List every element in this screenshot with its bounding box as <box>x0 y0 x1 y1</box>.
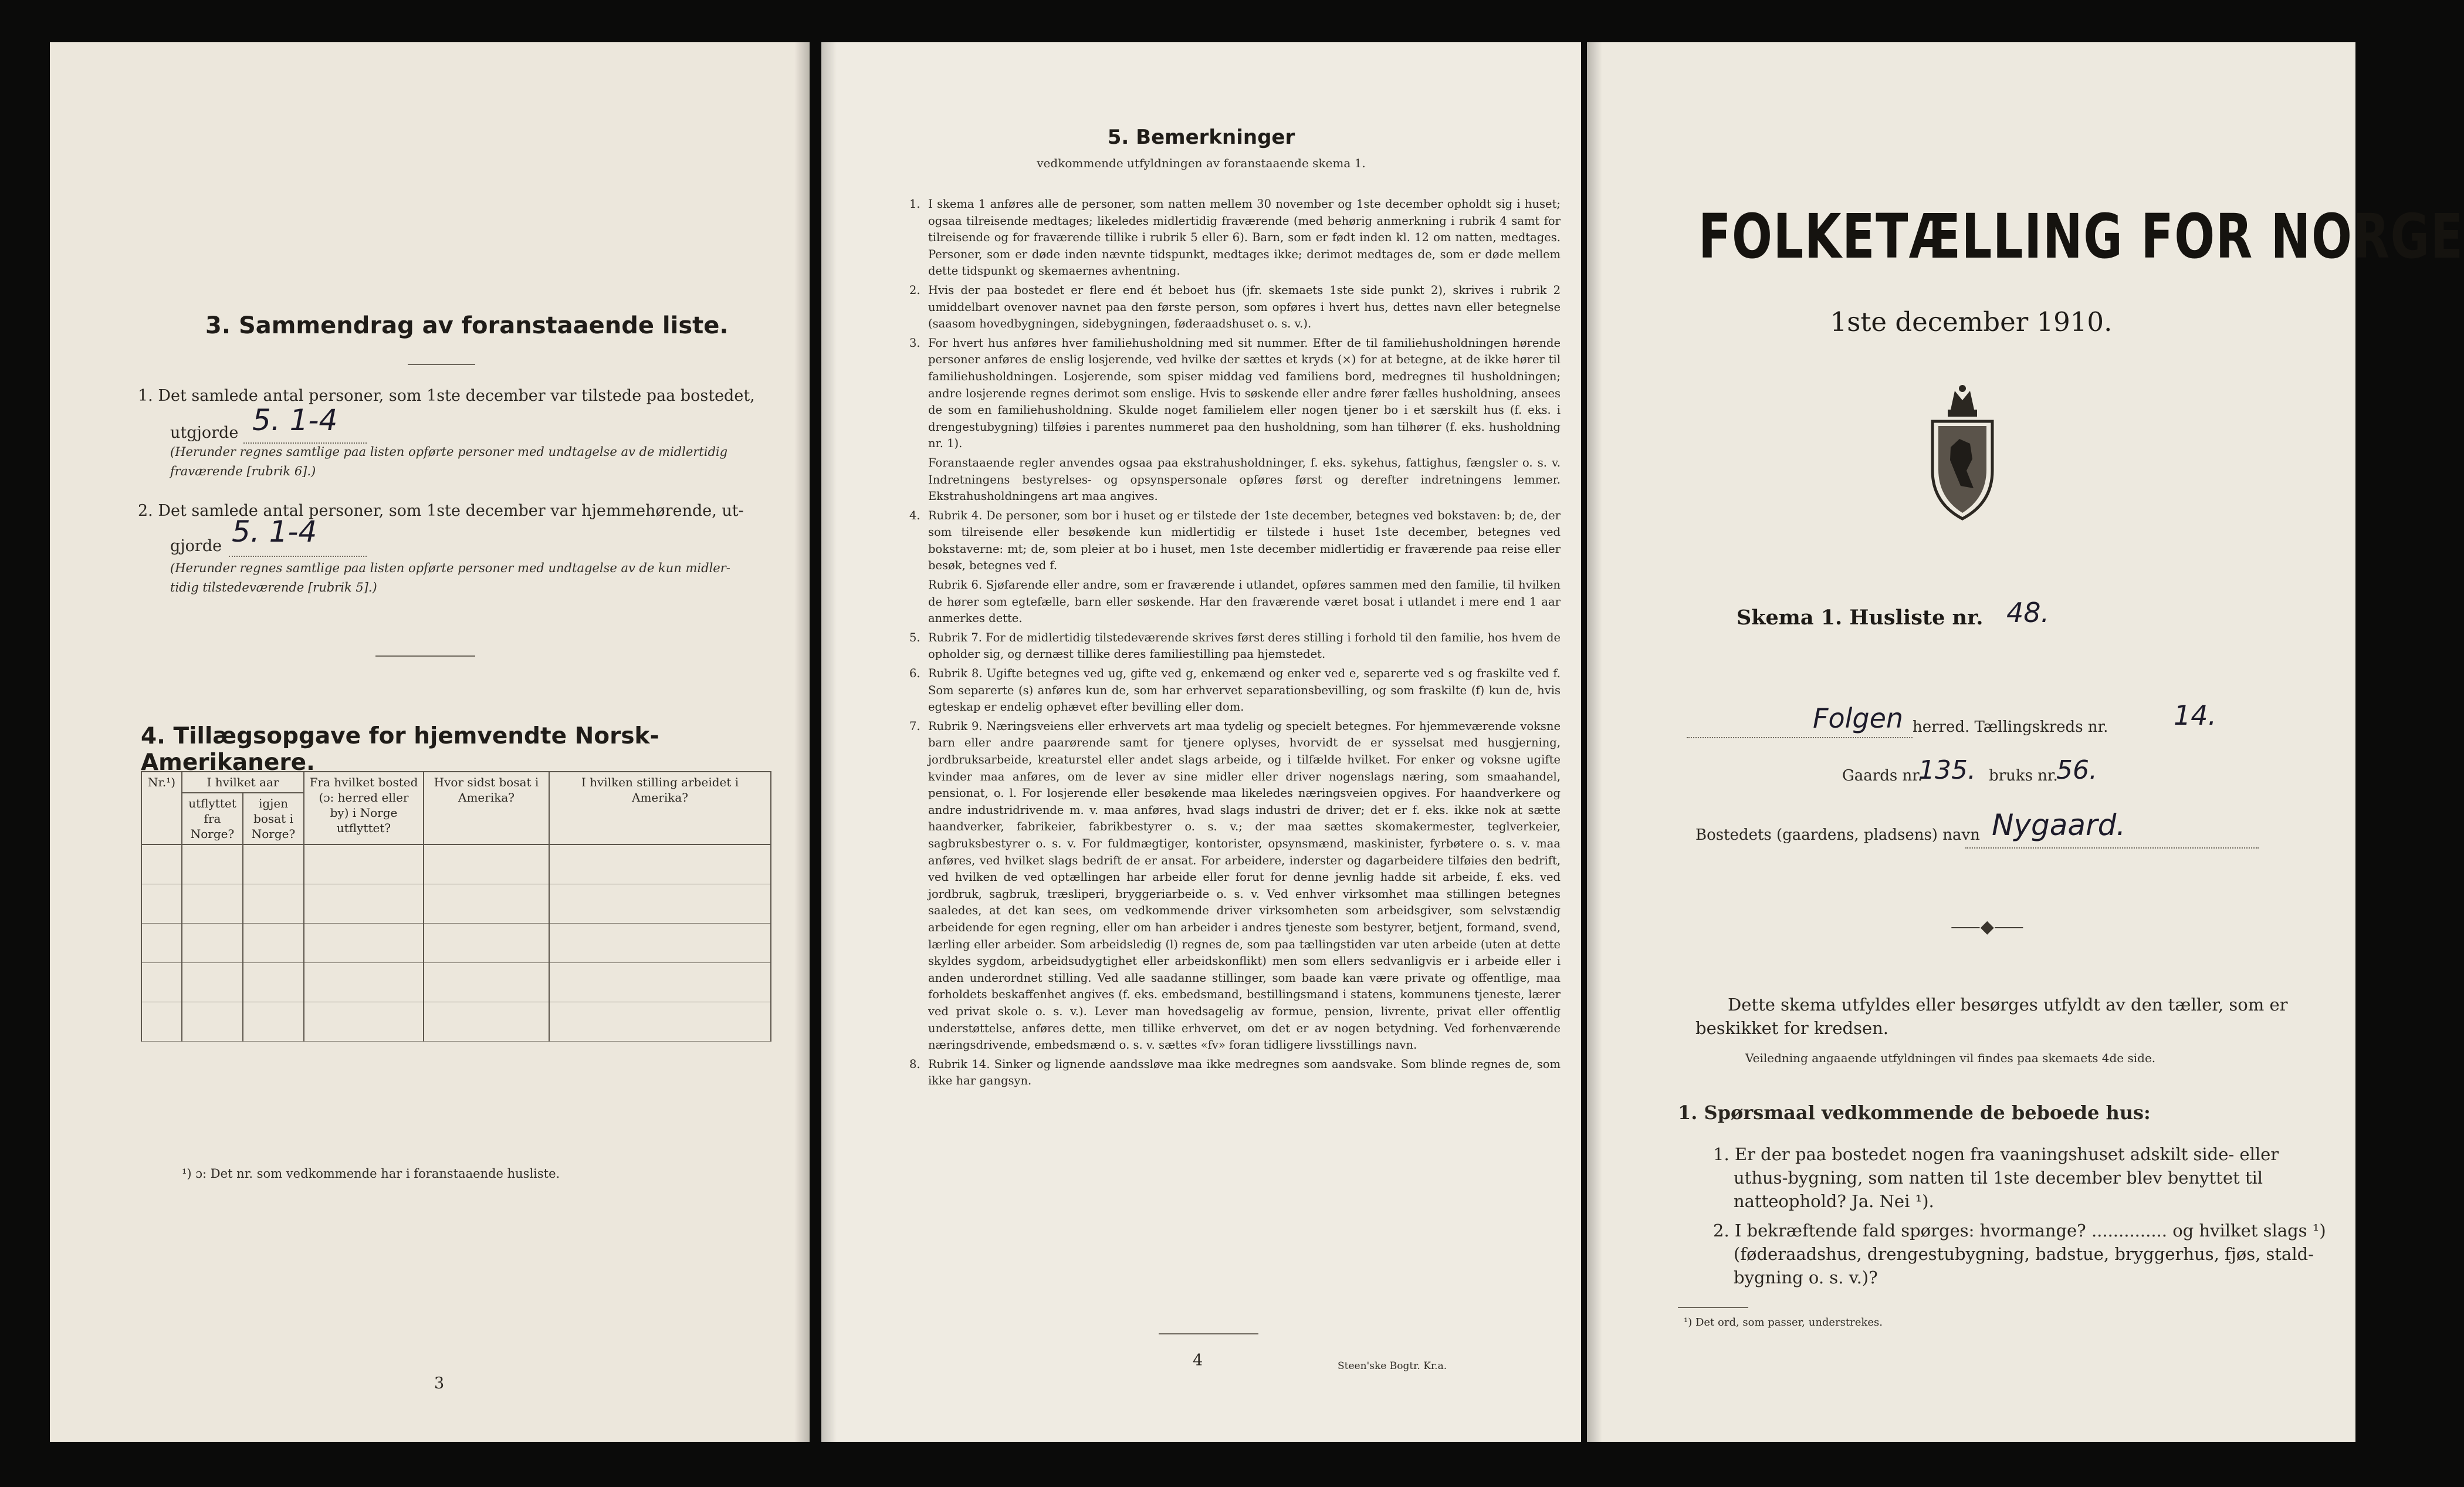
page-number: 4 <box>1193 1351 1203 1370</box>
remark-text: Rubrik 8. Ugifte betegnes ved ug, gifte ved g, enkemænd og enker ved e, separerte ved s og fraskilte ved f. Som separerte (s) anføres kun de, som har erhvervet separationsbevilling, og som fraskilte (f) kun de, hvis egteskap er endelig ophævet efter bevilling eller dom. <box>928 667 1561 714</box>
remark-number: 2. <box>909 283 920 297</box>
item-2-note-2: tidig tilstedeværende [rubrik 5].) <box>170 580 377 594</box>
bruks-number: 56. <box>2056 755 2097 785</box>
section-4-title: 4. Tillægsopgave for hjemvendte Norsk-Amerikanere. <box>141 723 659 776</box>
item-2-fill-line <box>229 556 367 557</box>
remark-text: For hvert hus anføres hver familiehusholdning med sit nummer. Efter de til familiehusholdningen hørende personer anføres de enslig losjerende, ved hvilke der sættes et kryds (×) for at betegne, at de ikke hører til familiehusholdningen. Losjerende, som spiser middag ved familiens bord, medregnes til husholdningen; andre losjerende regnes derimot som enslige. Hvis to søskende eller andre fører fælles husholdning, ansees de som en familiehusholdning. Skulde noget familielem eller nogen tjener bo i et særskilt hus (f. eks. i drengestubygning) tilføies i parentes nummeret paa den husholdning, som han tilhører (f. eks. husholdning nr. 1). <box>928 336 1561 451</box>
remark-text: Foranstaaende regler anvendes ogsaa paa ekstrahusholdninger, f. eks. sykehus, fattighus, fængsler o. s. v. Indretningens bestyrelses- og opsynspersonale opføres først og derefter indretningens lemmer. Ekstrahusholdningens art maa angives. <box>928 455 1561 503</box>
bosted-line <box>1965 847 2259 849</box>
remark-text: Rubrik 9. Næringsveiens eller erhvervets art maa tydelig og specielt betegnes. For hjemmeværende voksne barn eller andre paarørende samt for tjenere oplyses, hvorvidt de er sysselsat med husgjerning, jordbruksarbeide, kreaturstel eller andet slags arbeide, og i tilfælde hvilket. For enker og voksne ugifte kvinder maa anføres, om de lever av sine midler eller driver nogenslags næring, som smaahandel, pensionat, o. l. For losjerende eller besøkende maa likeledes næringsveien opgives. For haandverkere og andre industridrivende m. v. maa anføres, hvad slags industri de driver; det er f. eks. ikke nok at sætte haandverker, fabrikeier, fabrikbestyrer o. s. v.; der maa sættes skomakermester, teglverkeier, sagbruksbestyrer o. s. v. For fuldmægtiger, kontorister, opsynsmænd, maskinister, fyrbøtere o. s. v. maa anføres, ved hvilket slags bedrift de er ansat. For arbeidere, inderster og dagarbeidere tilføies den bedrift, ved hvilken de ved optællingen har arbeide eller forut for denne jevnlig hadde sit arbeide, f. eks. ved jordbruk, sagbruk, træsliperi, bryggeriarbeide o. s. v. Ved enhver virksomhet maa stillingen betegnes saaledes, at det kan sees, om vedkommende driver virksomheten som arbeidsgiver, som selvstændig arbeidende for egen regning, eller om han arbeider i andres tjeneste som bestyrer, betjent, formand, svend, lærling eller arbeider. Som arbeidsledig (l) regnes de, som paa tællingstiden var uten arbeide (uten at dette skyldes sygdom, arbeidsudygtighet eller arbeidskonflikt) men som ellers sedvanligvis er i arbeide eller i anden underordnet stilling. Ved alle saadanne stillinger, som baade kan være private og offentlige, maa forholdets beskaffenhet angives (f. eks. embedsmand, bestillingsmand i statens, kommunens tjeneste, lærer ved privat skole o. s. v.). Lever man hovedsagelig av formue, pension, livrente, privat eller offentlig understøttelse, anføres dette, men tillike erhvervet, om det er av nogen betydning. Ved forhenværende næringsdrivende, embedsmænd o. s. v. sættes «fv» foran tidligere livsstillings navn. <box>928 719 1561 1052</box>
section-3-title: 3. Sammendrag av foranstaaende liste. <box>205 312 729 339</box>
remark-paragraph <box>909 577 1561 627</box>
cover-footnote: ¹) Det ord, som passer, understrekes. <box>1684 1316 1883 1329</box>
item-2-label: gjorde <box>170 537 222 555</box>
herred-label: herred. Tællingskreds nr. <box>1913 718 2108 736</box>
question-1: 1. Er der paa bostedet nogen fra vaaningshuset adskilt side- eller <box>1713 1144 2279 1164</box>
printer-mark: Steen'ske Bogtr. Kr.a. <box>1338 1360 1447 1372</box>
table-footnote: ¹) ɔ: Det nr. som vedkommende har i foranstaaende husliste. <box>182 1167 560 1181</box>
table-row <box>141 1002 771 1042</box>
table-row <box>141 963 771 1002</box>
item-1-note: (Herunder regnes samtlige paa listen opførte personer med undtagelse av de midlertidig <box>170 445 728 459</box>
remark-number: 5. <box>909 630 920 644</box>
herred-line <box>1687 737 1913 738</box>
question-1-line-2: uthus-bygning, som natten til 1ste december blev benyttet til <box>1734 1168 2263 1188</box>
divider <box>408 364 475 365</box>
remark-number: 1. <box>909 197 920 211</box>
remark-paragraph <box>909 282 1561 333</box>
divider <box>1678 1307 1748 1308</box>
gaards-number: 135. <box>1918 755 1976 785</box>
table-row <box>141 924 771 963</box>
table-row <box>141 844 771 884</box>
item-2-text: 2. Det samlede antal personer, som 1ste december var hjemmehørende, ut- <box>138 502 744 520</box>
norsk-amerikanere-table <box>141 771 771 1042</box>
remark-paragraph <box>909 335 1561 452</box>
questions-title: 1. Spørsmaal vedkommende de beboede hus: <box>1678 1101 2151 1124</box>
page-4-remarks <box>821 42 1581 1442</box>
item-2-handwritten-value: 5. 1-4 <box>232 515 317 549</box>
bosted-label: Bostedets (gaardens, pladsens) navn <box>1695 826 1980 844</box>
bruks-label: bruks nr. <box>1989 767 2058 785</box>
col-hvor-sidst: Hvor sidst bosat i Amerika? <box>424 772 549 844</box>
remark-number: 6. <box>909 667 920 681</box>
bosted-name: Nygaard. <box>1992 808 2126 842</box>
remark-paragraph <box>909 718 1561 1054</box>
question-1-line-3: natteophold? Ja. Nei ¹). <box>1734 1191 1934 1211</box>
remark-text: Rubrik 7. For de midlertidig tilstedeværende skrives først deres stilling i forhold til den familie, hos hvem de opholder sig, og dernæst tillike deres familiestilling paa hjemstedet. <box>928 630 1561 661</box>
husliste-number: 48. <box>2006 597 2050 628</box>
question-2: 2. I bekræftende fald spørges: hvormange? .............. og hvilket slags ¹) <box>1713 1221 2326 1241</box>
census-date: 1ste december 1910. <box>1830 306 2113 337</box>
intro-text-2: beskikket for kredsen. <box>1695 1018 1889 1038</box>
intro-note: Veiledning angaaende utfyldningen vil findes paa skemaets 4de side. <box>1745 1051 2156 1065</box>
col-nr: Nr.¹) <box>141 772 182 844</box>
item-1-text: 1. Det samlede antal personer, som 1ste december var tilstede paa bostedet, <box>138 387 755 405</box>
remark-paragraph <box>909 630 1561 663</box>
norway-coat-of-arms-icon <box>1924 383 2001 523</box>
remark-number: 8. <box>909 1057 920 1071</box>
page-fold-shadow <box>821 42 837 1442</box>
page-1-cover <box>1587 42 2464 1442</box>
remark-number: 4. <box>909 508 920 522</box>
item-2-note: (Herunder regnes samtlige paa listen opførte personer med undtagelse av de kun midler- <box>170 561 730 575</box>
question-2-line-2: (føderaadshus, drengestubygning, badstue, bryggerhus, fjøs, stald- <box>1734 1244 2314 1264</box>
remarks-subtitle: vedkommende utfyldningen av foranstaaende skema 1. <box>1037 156 1366 170</box>
divider <box>375 655 475 657</box>
remark-paragraph <box>909 508 1561 574</box>
remark-text: Rubrik 6. Sjøfarende eller andre, som er fraværende i utlandet, opføres sammen med den familie, til hvilken de hører som egtefælle, barn eller søskende. Har den fraværende været bosat i utlandet i mere end 1 aar anmerkes dette. <box>928 578 1561 626</box>
item-1-note-2: fraværende [rubrik 6].) <box>170 464 316 478</box>
page-fold-shadow <box>1587 42 1602 1442</box>
divider <box>1159 1333 1258 1334</box>
page-number: 3 <box>434 1374 445 1393</box>
remark-number: 7. <box>909 719 920 733</box>
remark-paragraph <box>909 665 1561 716</box>
remark-text: Hvis der paa bostedet er flere end ét beboet hus (jfr. skemaets 1ste side punkt 2), skrives i rubrik 2 umiddelbart ovenover navnet paa den første person, som opføres i hvert hus, dettes navn eller betegnelse (saasom hovedbygningen, sidebygningen, føderaadshuset o. s. v.). <box>928 283 1561 331</box>
col-utflyttet: utflyttet fra Norge? <box>182 793 243 844</box>
ornament-divider: ⸺◆⸺ <box>1951 917 2024 937</box>
remark-paragraph <box>909 455 1561 505</box>
col-group-year: I hvilket aar <box>182 772 304 793</box>
skema-label: Skema 1. Husliste nr. <box>1737 606 1984 630</box>
remark-paragraph <box>909 196 1561 280</box>
remark-paragraph <box>909 1056 1561 1090</box>
herred-handwritten: Folgen <box>1813 702 1904 734</box>
remark-text: Rubrik 4. De personer, som bor i huset og er tilstede der 1ste december, betegnes ved bokstaven: b; de, der som tilreisende eller besøkende kun midlertidig er tilstede i huset 1ste december, betegnes ved bokstaverne: mt; de, som pleier at bo i huset, men 1ste december midlertidig er fraværende paa reise eller besøk, betegnes ved f. <box>928 508 1561 573</box>
kreds-number: 14. <box>2174 699 2217 731</box>
table-row <box>141 884 771 924</box>
question-2-line-3: bygning o. s. v.)? <box>1734 1268 1878 1287</box>
col-igjen: igjen bosat i Norge? <box>243 793 304 844</box>
remark-number: 3. <box>909 336 920 350</box>
main-title: FOLKETÆLLING FOR NORGE <box>1698 201 2464 272</box>
remark-text: Rubrik 14. Sinker og lignende aandssløve maa ikke medregnes som aandsvake. Som blinde regnes de, som ikke har gangsyn. <box>928 1057 1561 1088</box>
item-1-handwritten-value: 5. 1-4 <box>252 403 338 437</box>
item-1-label: utgjorde <box>170 424 239 442</box>
col-fra-bosted: Fra hvilket bosted (ɔ: herred eller by) i Norge utflyttet? <box>304 772 424 844</box>
page-3-summary <box>50 42 810 1442</box>
remarks-list <box>909 196 1561 1092</box>
gaards-label: Gaards nr. <box>1842 767 1923 785</box>
intro-text: Dette skema utfyldes eller besørges utfyldt av den tæller, som er <box>1728 995 2288 1015</box>
remark-text: I skema 1 anføres alle de personer, som natten mellem 30 november og 1ste december opholdt sig i huset; ogsaa tilreisende medtages; likeledes midlertidig fraværende (med behørig anmerkning i rubrik 4 samt for tilreisende og for fraværende tillike i rubrik 5 eller 6). Barn, som er født inden kl. 12 om natten, medtages. Personer, som er døde inden nævnte tidspunkt, medtages ikke; derimot medtages de, som er døde mellem dette tidspunkt og skemaernes avhentning. <box>928 197 1561 278</box>
remarks-title: 5. Bemerkninger <box>1107 126 1295 149</box>
col-stilling: I hvilken stilling arbeidet i Amerika? <box>549 772 771 844</box>
